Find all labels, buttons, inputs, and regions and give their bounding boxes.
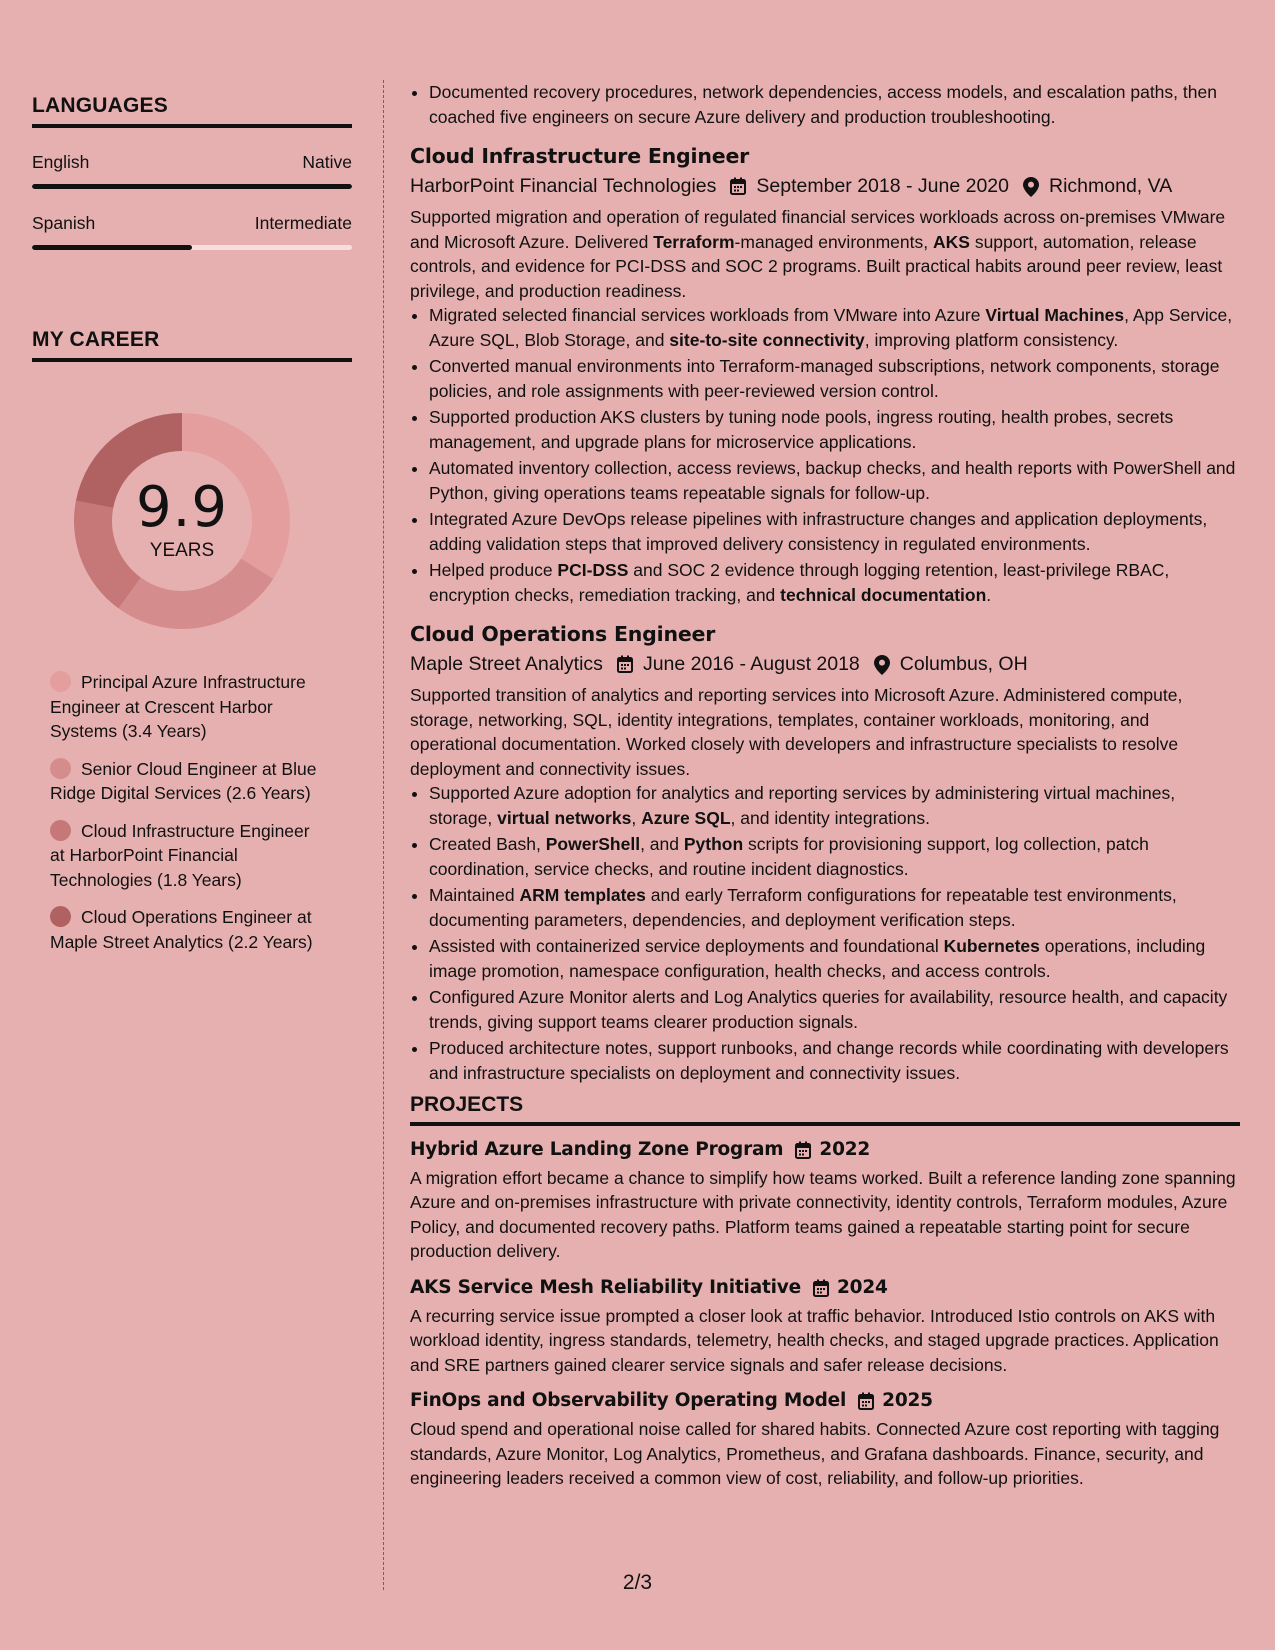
project-name: Hybrid Azure Landing Zone Program bbox=[410, 1138, 784, 1160]
legend-color-dot bbox=[50, 906, 71, 927]
career-heading: MY CAREER bbox=[32, 328, 352, 362]
projects-list bbox=[410, 1136, 1240, 1491]
bullet-item: • Automated inventory collection, access reviews, backup checks, and health reports with PowerShell and Python, giving operations teams repeatable signals for follow-up. bbox=[429, 456, 1240, 505]
legend-label: Cloud Infrastructure Engineer at HarborPoint Financial Technologies (1.8 Years) bbox=[50, 820, 310, 890]
legend-label: Principal Azure Infrastructure Engineer at Crescent Harbor Systems (3.4 Years) bbox=[50, 672, 306, 741]
previous-job-bullets bbox=[410, 80, 1240, 129]
job-location: Columbus, OH bbox=[899, 653, 1028, 675]
job-bullets bbox=[410, 303, 1240, 607]
career-total-unit: YEARS bbox=[149, 540, 215, 561]
calendar-icon bbox=[858, 1392, 874, 1410]
page-number: 2/3 bbox=[622, 1571, 653, 1594]
bullet-item: • Documented recovery procedures, network dependencies, access models, and escalation paths, then coached five engineers on secure Azure delivery and production troubleshooting. bbox=[429, 80, 1240, 129]
job-location: Richmond, VA bbox=[1049, 175, 1173, 197]
job-description: Supported migration and operation of regulated financial services workloads across on-premises VMware and Microsoft Azure. Delivered Terraform-managed environments, AKS support, automation, release controls, and evidence for PCI-DSS and SOC 2 programs. Built practical habits around peer review, least privilege, and production readiness. bbox=[410, 207, 1226, 301]
legend-label: Cloud Operations Engineer at Maple Street Analytics (2.2 Years) bbox=[50, 907, 313, 952]
project-year: 2022 bbox=[819, 1138, 871, 1160]
job-bullets bbox=[410, 781, 1240, 1085]
job-description: Supported transition of analytics and reporting services into Microsoft Azure. Administered compute, storage, networking, SQL, identity integrations, templates, container workloads, monitoring, and operational documentation. Worked closely with developers and infrastructure specialists to resolve deployment and connectivity issues. bbox=[410, 685, 1183, 779]
career-legend-item bbox=[50, 670, 325, 744]
project-description: Cloud spend and operational noise called for shared habits. Connected Azure cost reporting with tagging standards, Azure Monitor, Log Analytics, Prometheus, and Grafana dashboards. Finance, security, and engineering leaders received a common view of cost, reliability, and follow-up priorities. bbox=[410, 1419, 1220, 1488]
legend-color-dot bbox=[50, 671, 71, 692]
job-meta bbox=[410, 649, 1240, 679]
bullet-item: • Migrated selected financial services workloads from VMware into Azure Virtual Machines, App Service, Azure SQL, Blob Storage, and site-to-site connectivity, improving platform consistency. bbox=[429, 303, 1240, 352]
language-row bbox=[32, 213, 352, 234]
project-name: FinOps and Observability Operating Model bbox=[410, 1390, 847, 1411]
project-year: 2024 bbox=[836, 1276, 888, 1298]
bullet-item: • Integrated Azure DevOps release pipelines with infrastructure changes and application deployments, adding validation steps that improved delivery consistency in regulated environments. bbox=[429, 507, 1240, 556]
column-divider bbox=[383, 80, 384, 1590]
bullet-item: • Produced architecture notes, support runbooks, and change records while coordinating with developers and infrastructure specialists on deployment and connectivity issues. bbox=[429, 1036, 1240, 1085]
project-name: AKS Service Mesh Reliability Initiative bbox=[410, 1276, 801, 1298]
job-dates: September 2018 - June 2020 bbox=[756, 175, 1010, 197]
bullet-item: • Helped produce PCI-DSS and SOC 2 evidence through logging retention, least-privilege RBAC, encryption checks, remediation tracking, and technical documentation. bbox=[429, 558, 1240, 607]
right-column bbox=[410, 80, 1240, 1491]
calendar-icon bbox=[813, 1279, 829, 1297]
languages-heading: LANGUAGES bbox=[32, 94, 352, 128]
career-legend-item bbox=[50, 905, 325, 954]
project-year: 2025 bbox=[882, 1390, 933, 1411]
language-level: Intermediate bbox=[254, 213, 352, 233]
job-company: HarborPoint Financial Technologies bbox=[410, 175, 717, 197]
calendar-icon bbox=[730, 177, 746, 195]
map-pin-icon bbox=[874, 655, 890, 673]
project-description: A recurring service issue prompted a closer look at traffic behavior. Introduced Istio controls on AKS with workload identity, ingress standards, telemetry, health checks, and staged upgrade practices. Application and SRE partners gained clearer service signals and safer release decisions. bbox=[410, 1305, 1219, 1375]
calendar-icon bbox=[795, 1141, 811, 1159]
career-legend bbox=[50, 670, 325, 954]
language-level: Native bbox=[302, 152, 352, 172]
job-title: Cloud Operations Engineer bbox=[410, 622, 716, 646]
project-title bbox=[410, 1274, 1240, 1302]
legend-color-dot bbox=[50, 758, 71, 779]
career-legend-item bbox=[50, 757, 325, 806]
language-row bbox=[32, 152, 352, 173]
calendar-icon bbox=[617, 655, 633, 673]
bullet-item: • Assisted with containerized service deployments and foundational Kubernetes operations, including image promotion, namespace configuration, health checks, and access controls. bbox=[429, 934, 1240, 983]
job-dates: June 2016 - August 2018 bbox=[642, 653, 860, 675]
left-column bbox=[32, 94, 352, 967]
bullet-item: • Maintained ARM templates and early Terraform configurations for repeatable test environments, documenting parameters, dependencies, and deployment verification steps. bbox=[429, 883, 1240, 932]
job-meta bbox=[410, 171, 1240, 201]
language-proficiency-bar bbox=[32, 184, 352, 189]
bullet-item: • Converted manual environments into Terraform-managed subscriptions, network components, storage policies, and role assignments with peer-reviewed version control. bbox=[429, 354, 1240, 403]
career-donut-center bbox=[66, 405, 298, 637]
language-name: Spanish bbox=[32, 213, 96, 233]
projects-heading: PROJECTS bbox=[410, 1093, 1240, 1126]
career-legend-item bbox=[50, 819, 325, 893]
bullet-item: • Created Bash, PowerShell, and Python scripts for provisioning support, log collection, patch coordination, service checks, and routine incident diagnostics. bbox=[429, 832, 1240, 881]
language-proficiency-bar bbox=[32, 245, 352, 250]
career-total-years: 9.9 bbox=[135, 475, 229, 540]
project-title bbox=[410, 1387, 1240, 1415]
bullet-item: • Supported production AKS clusters by tuning node pools, ingress routing, health probes, secrets management, and upgrade plans for microservice applications. bbox=[429, 405, 1240, 454]
job-title: Cloud Infrastructure Engineer bbox=[410, 144, 750, 168]
language-name: English bbox=[32, 152, 90, 172]
languages-list bbox=[32, 152, 352, 250]
project-title bbox=[410, 1136, 1240, 1164]
experience-list bbox=[410, 141, 1240, 1085]
language-proficiency-fill bbox=[32, 245, 192, 250]
project-description: A migration effort became a chance to simplify how teams worked. Built a reference landing zone spanning Azure and on-premises infrastructure with private connectivity, identity controls, Terraform modules, Azure Policy, and documented recovery paths. Platform teams gained a repeatable starting point for secure production delivery. bbox=[410, 1167, 1236, 1261]
map-pin-icon bbox=[1023, 177, 1039, 195]
legend-color-dot bbox=[50, 820, 71, 841]
career-donut-chart bbox=[66, 405, 298, 637]
bullet-item: • Configured Azure Monitor alerts and Log Analytics queries for availability, resource health, and capacity trends, giving support teams clearer production signals. bbox=[429, 985, 1240, 1034]
job-company: Maple Street Analytics bbox=[410, 653, 603, 675]
language-proficiency-fill bbox=[32, 184, 352, 189]
bullet-item: • Supported Azure adoption for analytics and reporting services by administering virtual machines, storage, virtual networks, Azure SQL, and identity integrations. bbox=[429, 781, 1240, 830]
legend-label: Senior Cloud Engineer at Blue Ridge Digital Services (2.6 Years) bbox=[50, 758, 317, 803]
